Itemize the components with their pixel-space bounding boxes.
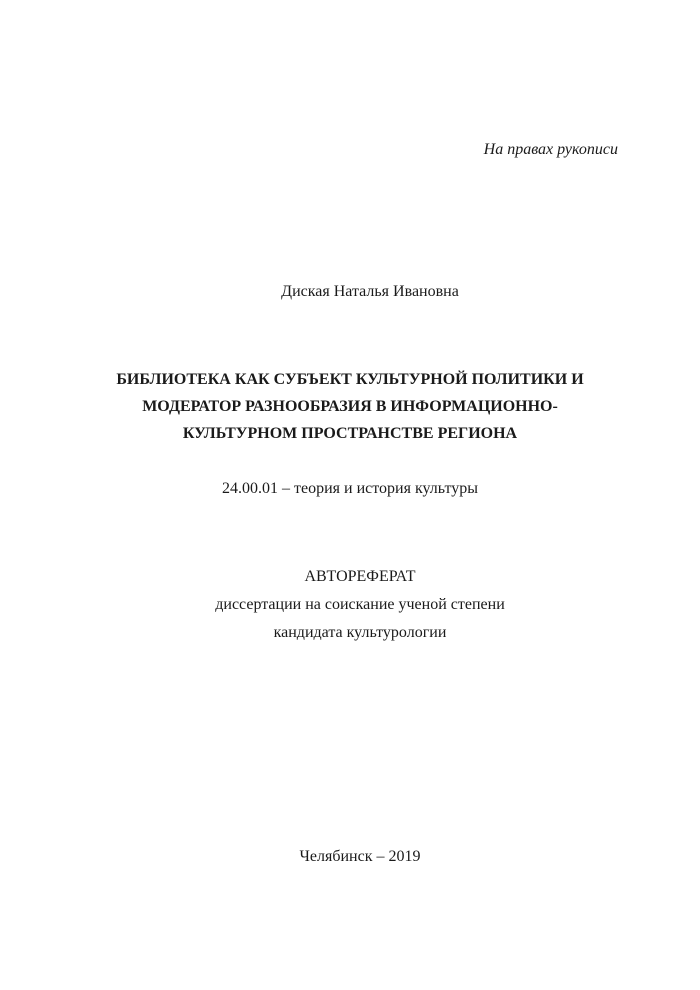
title-line: КУЛЬТУРНОМ ПРОСТРАНСТВЕ РЕГИОНА [182,425,518,442]
document-type: АВТОРЕФЕРАТ [304,568,416,585]
degree-line: диссертации на соискание ученой степени [215,596,505,613]
abstract-block [0,563,700,647]
city-year: Челябинск – 2019 [299,848,421,865]
dissertation-title [60,366,640,447]
title-line: МОДЕРАТОР РАЗНООБРАЗИЯ В ИНФОРМАЦИОННО- [142,398,558,415]
rights-note: На правах рукописи [483,141,618,158]
degree-line: кандидата культурологии [273,624,447,641]
author-name: Диская Наталья Ивановна [281,283,459,300]
title-line: БИБЛИОТЕКА КАК СУБЪЕКТ КУЛЬТУРНОЙ ПОЛИТИКИ И [116,371,584,388]
specialty-code: 24.00.01 – теория и история культуры [222,480,478,497]
